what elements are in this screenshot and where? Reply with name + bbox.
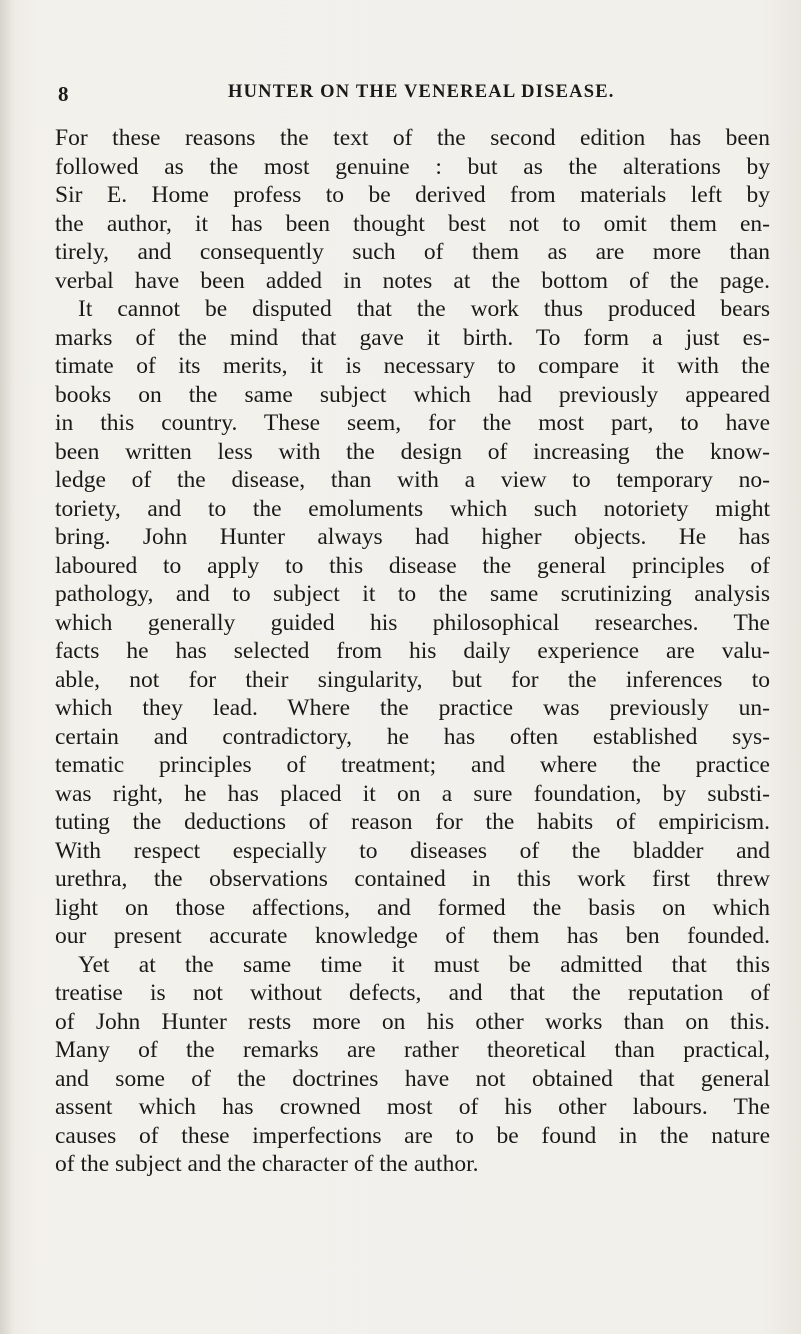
text-line: books on the same subject which had previously appeared: [55, 381, 770, 408]
text-line: followed as the most genuine : but as the alterations by: [55, 153, 770, 180]
binding-gutter-shadow: [0, 0, 14, 1334]
text-line: pathology, and to subject it to the same scrutinizing analysis: [55, 581, 770, 607]
text-line: and some of the doctrines have not obtained that general: [55, 1065, 770, 1092]
text-line: toriety, and to the emoluments which such notoriety might: [55, 495, 770, 522]
text-line: certain and contradictory, he has often established sys-: [55, 723, 770, 750]
text-line: For these reasons the text of the second edition has been: [55, 125, 770, 151]
text-line: been written less with the design of increasing the know-: [55, 438, 770, 465]
text-line: which they lead. Where the practice was previously un-: [55, 695, 770, 721]
text-line: the author, it has been thought best not to omit them en-: [55, 210, 770, 237]
text-line: light on those affections, and formed the basis on which: [55, 894, 770, 921]
running-head: HUNTER ON THE VENEREAL DISEASE.: [228, 82, 615, 102]
page-number: 8: [58, 82, 69, 106]
text-line: urethra, the observations contained in this work first threw: [55, 866, 770, 892]
text-line: With respect especially to diseases of the bladder and: [55, 837, 770, 864]
text-line: tirely, and consequently such of them as are more than: [55, 239, 770, 265]
text-line: ledge of the disease, than with a view to temporary no-: [55, 467, 770, 493]
text-line: of the subject and the character of the author.: [55, 1151, 479, 1177]
text-line: was right, he has placed it on a sure foundation, by substi-: [55, 780, 770, 807]
body-text: [55, 124, 770, 1179]
page-header: [58, 82, 758, 112]
text-line: of John Hunter rests more on his other works than on this.: [55, 1008, 770, 1035]
text-line: able, not for their singularity, but for the inferences to: [55, 666, 770, 693]
text-line: tematic principles of treatment; and where the practice: [55, 752, 770, 778]
text-line: laboured to apply to this disease the general principles of: [55, 552, 770, 579]
text-line: Sir E. Home profess to be derived from materials left by: [55, 182, 770, 208]
text-line: bring. John Hunter always had higher objects. He has: [55, 524, 770, 550]
text-line: treatise is not without defects, and that the reputation of: [55, 980, 770, 1006]
text-line: tuting the deductions of reason for the habits of empiricism.: [55, 809, 770, 835]
text-line: It cannot be disputed that the work thus produced bears: [78, 296, 770, 322]
text-line: Yet at the same time it must be admitted that this: [78, 951, 770, 978]
text-line: verbal have been added in notes at the bottom of the page.: [55, 267, 770, 294]
text-line: assent which has crowned most of his other labours. The: [55, 1094, 770, 1120]
text-line: Many of the remarks are rather theoretical than practical,: [55, 1037, 770, 1063]
text-line: causes of these imperfections are to be found in the nature: [55, 1122, 770, 1149]
text-line: timate of its merits, it is necessary to compare it with the: [55, 353, 770, 379]
text-line: in this country. These seem, for the most part, to have: [55, 410, 770, 436]
text-line: our present accurate knowledge of them has ben founded.: [55, 923, 770, 949]
text-line: marks of the mind that gave it birth. To form a just es-: [55, 324, 770, 351]
text-line: facts he has selected from his daily experience are valu-: [55, 638, 770, 664]
text-line: which generally guided his philosophical researches. The: [55, 609, 770, 636]
